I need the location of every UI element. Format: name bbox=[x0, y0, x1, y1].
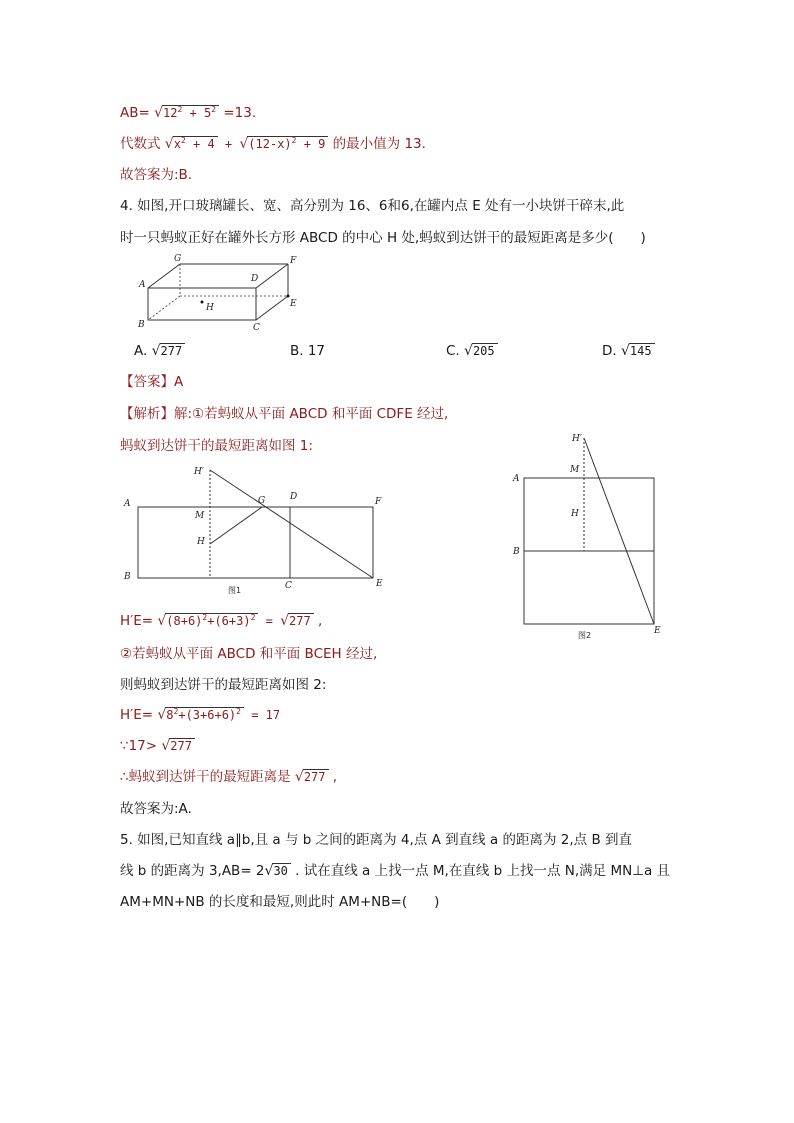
fig2-label-a: A bbox=[513, 474, 520, 484]
fig1-label-f: F bbox=[375, 497, 382, 507]
exp: 2 bbox=[180, 136, 186, 145]
edge-ec bbox=[256, 296, 288, 320]
option-a bbox=[134, 342, 185, 360]
radical-sign: √ bbox=[157, 707, 167, 723]
since-radicand: 277 bbox=[169, 738, 195, 754]
min-radicand-1 bbox=[173, 136, 218, 152]
label-f: F bbox=[290, 256, 297, 266]
exp: 2 bbox=[173, 707, 179, 716]
radical-sign: √ bbox=[294, 769, 304, 785]
ab-rad-12: 12 bbox=[163, 106, 178, 120]
radical-sign: √ bbox=[161, 738, 171, 754]
label-h: H bbox=[206, 303, 214, 313]
label-e: E bbox=[290, 299, 297, 309]
radical-sign: √ bbox=[151, 343, 161, 359]
answer-line-2: 故答案为:A. bbox=[120, 801, 192, 817]
q5-line2-suffix: . 试在直线 a 上找一点 M,在直线 b 上找一点 N,满足 MN⊥a 且 bbox=[290, 863, 671, 879]
therefore-line bbox=[120, 768, 337, 786]
question-5-line-1: 5. 如图,已知直线 a∥b,且 a 与 b 之间的距离为 4,点 A 到直线 a 的距离为 2,点 B 到直 bbox=[120, 832, 633, 848]
label-a: A bbox=[139, 280, 146, 290]
option-b: B. 17 bbox=[290, 343, 326, 359]
exp: 2 bbox=[291, 136, 297, 145]
he1-equals: = bbox=[258, 614, 281, 628]
fig1-label-e: E bbox=[376, 579, 383, 589]
figure-1 bbox=[118, 462, 393, 598]
question-5-line-3: AM+MN+NB 的长度和最短,则此时 AM+NB=( ) bbox=[120, 894, 440, 910]
fig1-path-hg bbox=[210, 507, 262, 544]
min-prefix: 代数式 bbox=[120, 136, 165, 152]
fig2-label-h: H bbox=[571, 509, 579, 519]
ab-radicand bbox=[162, 105, 219, 121]
therefore-prefix: ∴蚂蚁到达饼干的最短距离是 bbox=[120, 769, 295, 785]
figure-2 bbox=[506, 430, 676, 642]
point-h bbox=[201, 301, 204, 304]
option-d-label: D. bbox=[602, 343, 617, 359]
min-suffix: 的最小值为 13. bbox=[328, 136, 426, 152]
option-d-value: 145 bbox=[629, 343, 655, 359]
exp: 2 bbox=[202, 613, 208, 622]
ab-eq-prefix: AB= bbox=[120, 105, 155, 121]
radical-sign: √ bbox=[239, 136, 249, 152]
ab-eq-result: =13. bbox=[219, 105, 257, 121]
option-c-value: 205 bbox=[472, 343, 498, 359]
therefore-comma: , bbox=[328, 769, 338, 785]
hidden-edge-diag bbox=[148, 296, 180, 320]
figure-2-intro: 则蚂蚁到达饼干的最短距离如图 2: bbox=[120, 677, 327, 693]
fig1-label-b: B bbox=[124, 572, 131, 582]
he1-prefix: H′E= bbox=[120, 613, 158, 629]
since-line bbox=[120, 737, 195, 755]
he-case-2 bbox=[120, 706, 280, 724]
radical-sign: √ bbox=[157, 613, 167, 629]
he1-comma: , bbox=[313, 613, 323, 629]
fig1-caption: 图1 bbox=[228, 586, 242, 595]
question-4-line-2: 时一只蚂蚁正好在罐外长方形 ABCD 的中心 H 处,蚂蚁到达饼干的最短距离是多少( ) bbox=[120, 230, 646, 246]
label-c: C bbox=[253, 323, 260, 332]
he2-term-1: 8 bbox=[166, 708, 174, 722]
fig1-label-g: G bbox=[258, 496, 266, 506]
fig1-label-d: D bbox=[290, 492, 298, 502]
fig1-label-c: C bbox=[285, 581, 292, 591]
he-case-1 bbox=[120, 612, 322, 630]
q5-radicand: 30 bbox=[272, 863, 290, 879]
fig2-label-m: M bbox=[570, 465, 580, 475]
he2-result: = 17 bbox=[243, 708, 281, 722]
exp: 2 bbox=[250, 613, 256, 622]
analysis-line: 【解析】解:①若蚂蚁从平面 ABCD 和平面 CDFE 经过, bbox=[120, 406, 449, 422]
edge-df bbox=[256, 264, 288, 288]
radical-sign: √ bbox=[464, 343, 473, 359]
he2-radicand bbox=[165, 707, 244, 723]
he2-term-2: +(3+6+6) bbox=[178, 708, 237, 722]
radical-sign: √ bbox=[164, 136, 174, 152]
answer-tag: 【答案】A bbox=[120, 374, 184, 390]
he2-prefix: H′E= bbox=[120, 707, 158, 723]
exp: 2 bbox=[236, 707, 241, 716]
he1-term-1: (8+6) bbox=[166, 614, 203, 628]
fig2-label-b: B bbox=[513, 547, 520, 557]
rad1-x: x bbox=[173, 137, 181, 151]
fig1-path-he bbox=[210, 470, 373, 578]
case-2-line: ②若蚂蚁从平面 ABCD 和平面 BCEH 经过, bbox=[120, 646, 378, 662]
option-c-label: C. bbox=[446, 343, 460, 359]
exp: 2 bbox=[177, 105, 183, 114]
option-a-label: A. bbox=[134, 343, 148, 359]
he1-result: 277 bbox=[288, 613, 314, 629]
edge-ag bbox=[148, 264, 180, 288]
answer-line-1: 故答案为:B. bbox=[120, 167, 193, 183]
fig1-label-a: A bbox=[124, 499, 131, 509]
face-abcd bbox=[148, 288, 256, 320]
option-d bbox=[602, 342, 655, 360]
fig1-rect bbox=[138, 507, 373, 578]
option-c bbox=[446, 342, 498, 360]
min-plus: + bbox=[217, 137, 240, 151]
radical-sign: √ bbox=[264, 863, 274, 879]
fig1-label-m: M bbox=[195, 511, 205, 521]
fig2-label-hprime: H′ bbox=[572, 434, 582, 444]
fig2-caption: 图2 bbox=[578, 631, 592, 640]
label-g: G bbox=[174, 254, 182, 264]
radical-sign: √ bbox=[154, 105, 164, 121]
label-d: D bbox=[251, 274, 259, 284]
therefore-radicand: 277 bbox=[303, 769, 329, 785]
ab-rad-plus: + 5 bbox=[182, 106, 212, 120]
fig1-label-h: H bbox=[197, 537, 205, 547]
he1-term-2: +(6+3) bbox=[207, 614, 251, 628]
radical-sign: √ bbox=[280, 613, 290, 629]
figure-1-intro: 蚂蚁到达饼干的最短距离如图 1: bbox=[120, 438, 313, 454]
exp: 2 bbox=[211, 105, 217, 114]
question-4-line-1: 4. 如图,开口玻璃罐长、宽、高分别为 16、6和6,在罐内点 E 处有一小块饼干碎末,此 bbox=[120, 198, 625, 214]
rad2-base: (12-x) bbox=[248, 137, 292, 151]
fig2-label-e: E bbox=[654, 626, 661, 636]
rad2-plus9: + 9 bbox=[296, 137, 326, 151]
rad1-plus4: + 4 bbox=[185, 137, 215, 151]
q5-line2-prefix: 线 b 的距离为 3,AB= 2 bbox=[120, 863, 265, 879]
question-5-line-2 bbox=[120, 862, 670, 880]
since-prefix: ∵17> bbox=[120, 738, 162, 754]
box-diagram bbox=[130, 250, 310, 332]
label-b: B bbox=[138, 320, 145, 330]
ab-equation bbox=[120, 104, 256, 122]
min-radicand-2 bbox=[247, 136, 328, 152]
fig1-label-hprime: H′ bbox=[194, 467, 204, 477]
point-e bbox=[287, 295, 290, 298]
fig2-path-he bbox=[584, 438, 654, 624]
min-value-line bbox=[120, 135, 426, 153]
radical-sign: √ bbox=[620, 343, 630, 359]
he1-radicand bbox=[165, 613, 258, 629]
option-a-value: 277 bbox=[160, 343, 186, 359]
